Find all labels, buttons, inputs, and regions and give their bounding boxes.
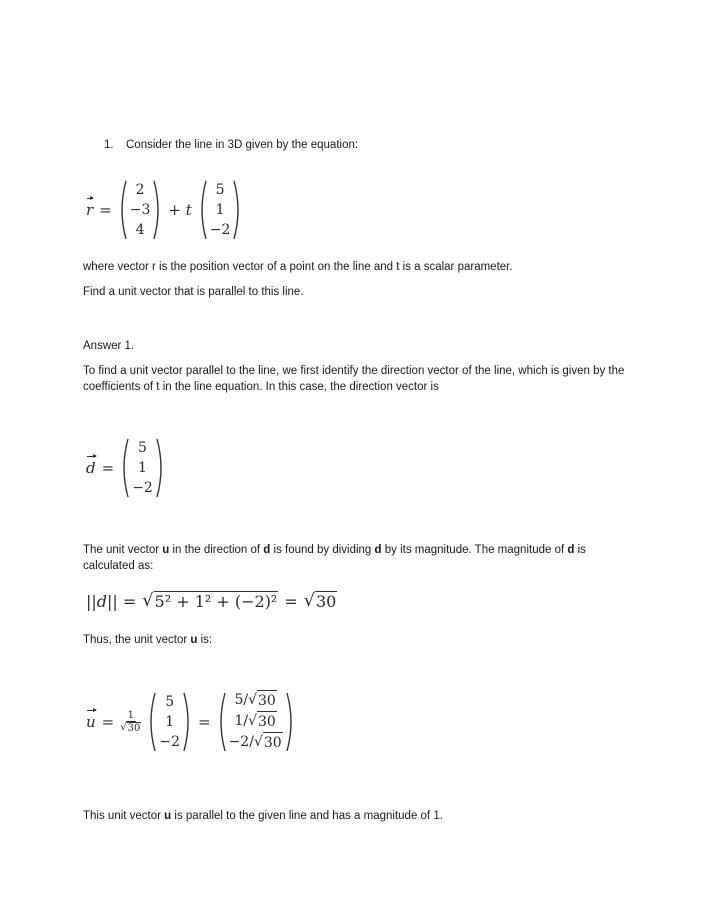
point-matrix (118, 180, 163, 240)
matrix-entry: 1 (215, 202, 225, 218)
u-vector-symbol: u (86, 712, 96, 731)
matrix-entry: 5 (138, 440, 147, 456)
d-matrix (120, 438, 165, 498)
matrix-entry: 1 (138, 460, 147, 476)
matrix-entry: 5 (165, 693, 175, 710)
equals-sign: = (101, 459, 115, 477)
line-equation (86, 180, 242, 240)
matrix-entry: −2 (209, 222, 231, 238)
equals-sign: = (101, 712, 115, 731)
sqrt-expression: √ 5² + 1² + (−2)² (142, 591, 278, 611)
radicand: 5² + 1² + (−2)² (154, 592, 278, 611)
u-equation (86, 690, 295, 753)
matrix-entry: 4 (135, 222, 145, 238)
one-over-sqrt30: 1 √ 30 (120, 709, 141, 734)
question-number: 1. (104, 139, 114, 151)
matrix-entry: −3 (129, 202, 151, 218)
matrix-entry: 5 (215, 182, 225, 198)
thus-text: Thus, the unit vector u is: (83, 634, 213, 646)
matrix-entry: −2/ √ 30 (228, 734, 282, 751)
conclusion-text: This unit vector u is parallel to the given line and has a magnitude of 1. (83, 810, 443, 822)
r-vector-symbol: r (86, 201, 94, 219)
left-paren (120, 438, 129, 498)
question-description: where vector r is the position vector of a point on the line and t is a scalar parameter. (83, 261, 513, 273)
left-paren (217, 692, 226, 752)
matrix-entry: −2 (159, 733, 180, 750)
left-paren (198, 180, 207, 240)
right-paren (233, 180, 242, 240)
d-equation (86, 438, 165, 498)
equals-sign: = (198, 712, 211, 731)
equals-sign: = (284, 591, 298, 611)
question-task: Find a unit vector that is parallel to this line. (83, 286, 304, 298)
answer-intro: To find a unit vector parallel to the line, we first identify the direction vector of the line, which is given by the coefficients of t in the line equation. In this case, the direction vector is (83, 365, 625, 393)
matrix-entry: 1 (165, 713, 175, 730)
right-paren (156, 438, 165, 498)
magnitude-equation (86, 591, 337, 611)
matrix-entry: 1/ √ 30 (234, 713, 276, 730)
direction-matrix (198, 180, 243, 240)
plus-t: + t (168, 201, 192, 219)
left-paren (118, 180, 127, 240)
u-matrix (147, 692, 192, 752)
d-vector-symbol: d (86, 459, 96, 477)
matrix-entry: 5/ √ 30 (234, 692, 276, 709)
unit-vector-explanation: The unit vector u in the direction of d is found by dividing d by its magnitude. The magnitude of d is calculated as: (83, 544, 586, 572)
equals-sign: = (99, 201, 112, 219)
left-paren (147, 692, 156, 752)
matrix-entry: 2 (135, 182, 145, 198)
answer-heading: Answer 1. (83, 340, 135, 352)
sqrt-result: √ 30 (303, 591, 337, 611)
right-paren (286, 692, 295, 752)
right-paren (153, 180, 162, 240)
right-paren (183, 692, 192, 752)
matrix-entry: −2 (132, 480, 153, 496)
result-radicand: 30 (315, 592, 337, 611)
magnitude-lhs: ||d|| = (86, 591, 137, 611)
u-result-matrix (217, 690, 295, 753)
question-prompt: Consider the line in 3D given by the equation: (126, 139, 359, 151)
